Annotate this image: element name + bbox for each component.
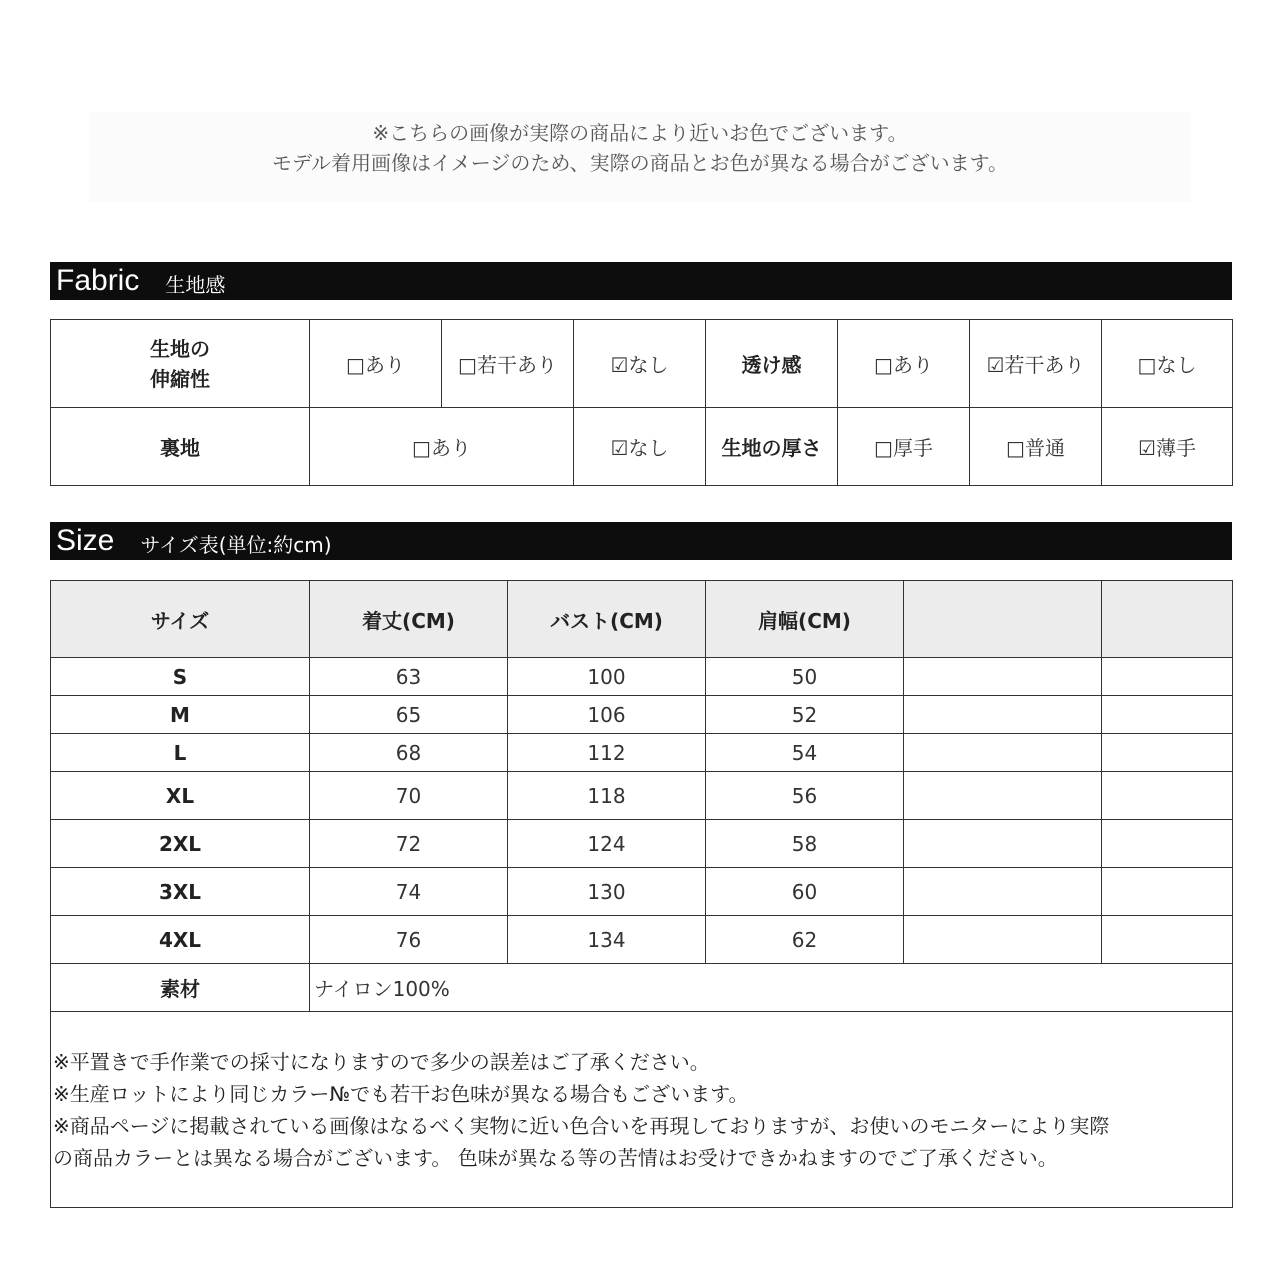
shoulder-cell: 54	[706, 734, 904, 772]
empty-cell	[1102, 696, 1233, 734]
size-row-xl	[51, 772, 1233, 820]
empty-cell	[904, 734, 1102, 772]
lining-option-yes: □あり	[310, 408, 574, 486]
stretch-option-none: ☑なし	[574, 320, 706, 408]
length-cell: 72	[310, 820, 508, 868]
empty-cell	[1102, 734, 1233, 772]
size-section-title: Size	[56, 524, 115, 557]
material-label: 素材	[51, 964, 310, 1012]
size-cell: 3XL	[51, 868, 310, 916]
empty-cell	[1102, 772, 1233, 820]
stretch-option-yes: □あり	[310, 320, 442, 408]
note-line-4: の商品カラーとは異なる場合がございます。 色味が異なる等の苦情はお受けできかねますのでご了承ください。	[53, 1146, 1058, 1170]
size-cell: 2XL	[51, 820, 310, 868]
size-table	[50, 580, 1233, 1208]
notes-row	[51, 1012, 1233, 1208]
length-cell: 65	[310, 696, 508, 734]
shoulder-cell: 60	[706, 868, 904, 916]
fabric-table	[50, 319, 1233, 486]
header-length: 着丈(CM)	[310, 581, 508, 658]
size-row-3xl	[51, 868, 1233, 916]
fabric-section-subtitle: 生地感	[165, 273, 226, 297]
size-table-header-row	[51, 581, 1233, 658]
material-value: ナイロン100%	[310, 964, 1233, 1012]
stretch-label: 生地の伸縮性	[51, 320, 310, 408]
size-row-s	[51, 658, 1233, 696]
notice-line-2: モデル着用画像はイメージのため、実際の商品とお色が異なる場合がございます。	[272, 151, 1008, 175]
length-cell: 70	[310, 772, 508, 820]
size-section-header	[50, 522, 1232, 560]
notice-line-1: ※こちらの画像が実際の商品により近いお色でございます。	[372, 121, 908, 145]
bust-cell: 134	[508, 916, 706, 964]
length-cell: 63	[310, 658, 508, 696]
bust-cell: 124	[508, 820, 706, 868]
notes-cell	[51, 1012, 1233, 1208]
empty-cell	[1102, 820, 1233, 868]
empty-cell	[1102, 868, 1233, 916]
size-row-4xl	[51, 916, 1233, 964]
empty-cell	[1102, 658, 1233, 696]
empty-cell	[904, 916, 1102, 964]
header-empty-1	[904, 581, 1102, 658]
size-cell: XL	[51, 772, 310, 820]
thickness-option-thin: ☑薄手	[1102, 408, 1233, 486]
bust-cell: 130	[508, 868, 706, 916]
size-row-l	[51, 734, 1233, 772]
header-size: サイズ	[51, 581, 310, 658]
bust-cell: 106	[508, 696, 706, 734]
header-bust: バスト(CM)	[508, 581, 706, 658]
sheer-option-yes: □あり	[838, 320, 970, 408]
length-cell: 76	[310, 916, 508, 964]
shoulder-cell: 56	[706, 772, 904, 820]
stretch-option-slight: □若干あり	[442, 320, 574, 408]
sheer-option-slight: ☑若干あり	[970, 320, 1102, 408]
length-cell: 74	[310, 868, 508, 916]
bust-cell: 118	[508, 772, 706, 820]
fabric-row-stretch-sheer	[51, 320, 1233, 408]
sheer-label: 透け感	[706, 320, 838, 408]
shoulder-cell: 52	[706, 696, 904, 734]
empty-cell	[1102, 916, 1233, 964]
color-notice	[90, 112, 1190, 202]
bust-cell: 112	[508, 734, 706, 772]
shoulder-cell: 50	[706, 658, 904, 696]
size-cell: 4XL	[51, 916, 310, 964]
fabric-row-lining-thickness	[51, 408, 1233, 486]
empty-cell	[904, 772, 1102, 820]
fabric-section-header	[50, 262, 1232, 300]
thickness-label: 生地の厚さ	[706, 408, 838, 486]
size-cell: M	[51, 696, 310, 734]
length-cell: 68	[310, 734, 508, 772]
header-empty-2	[1102, 581, 1233, 658]
shoulder-cell: 58	[706, 820, 904, 868]
header-shoulder: 肩幅(CM)	[706, 581, 904, 658]
bust-cell: 100	[508, 658, 706, 696]
lining-option-none: ☑なし	[574, 408, 706, 486]
size-cell: L	[51, 734, 310, 772]
empty-cell	[904, 658, 1102, 696]
thickness-option-thick: □厚手	[838, 408, 970, 486]
material-row	[51, 964, 1233, 1012]
empty-cell	[904, 820, 1102, 868]
size-row-m	[51, 696, 1233, 734]
note-line-2: ※生産ロットにより同じカラー№でも若干お色味が異なる場合もございます。	[53, 1082, 749, 1106]
note-line-1: ※平置きで手作業での採寸になりますので多少の誤差はご了承ください。	[53, 1050, 710, 1074]
note-line-3: ※商品ページに掲載されている画像はなるべく実物に近い色合いを再現しておりますが、お使いのモニターにより実際	[53, 1114, 1110, 1138]
shoulder-cell: 62	[706, 916, 904, 964]
size-section-subtitle: サイズ表(単位:約cm)	[140, 533, 332, 557]
thickness-option-normal: □普通	[970, 408, 1102, 486]
empty-cell	[904, 696, 1102, 734]
sheer-option-none: □なし	[1102, 320, 1233, 408]
size-row-2xl	[51, 820, 1233, 868]
lining-label: 裏地	[51, 408, 310, 486]
size-cell: S	[51, 658, 310, 696]
empty-cell	[904, 868, 1102, 916]
fabric-section-title: Fabric	[56, 264, 140, 297]
